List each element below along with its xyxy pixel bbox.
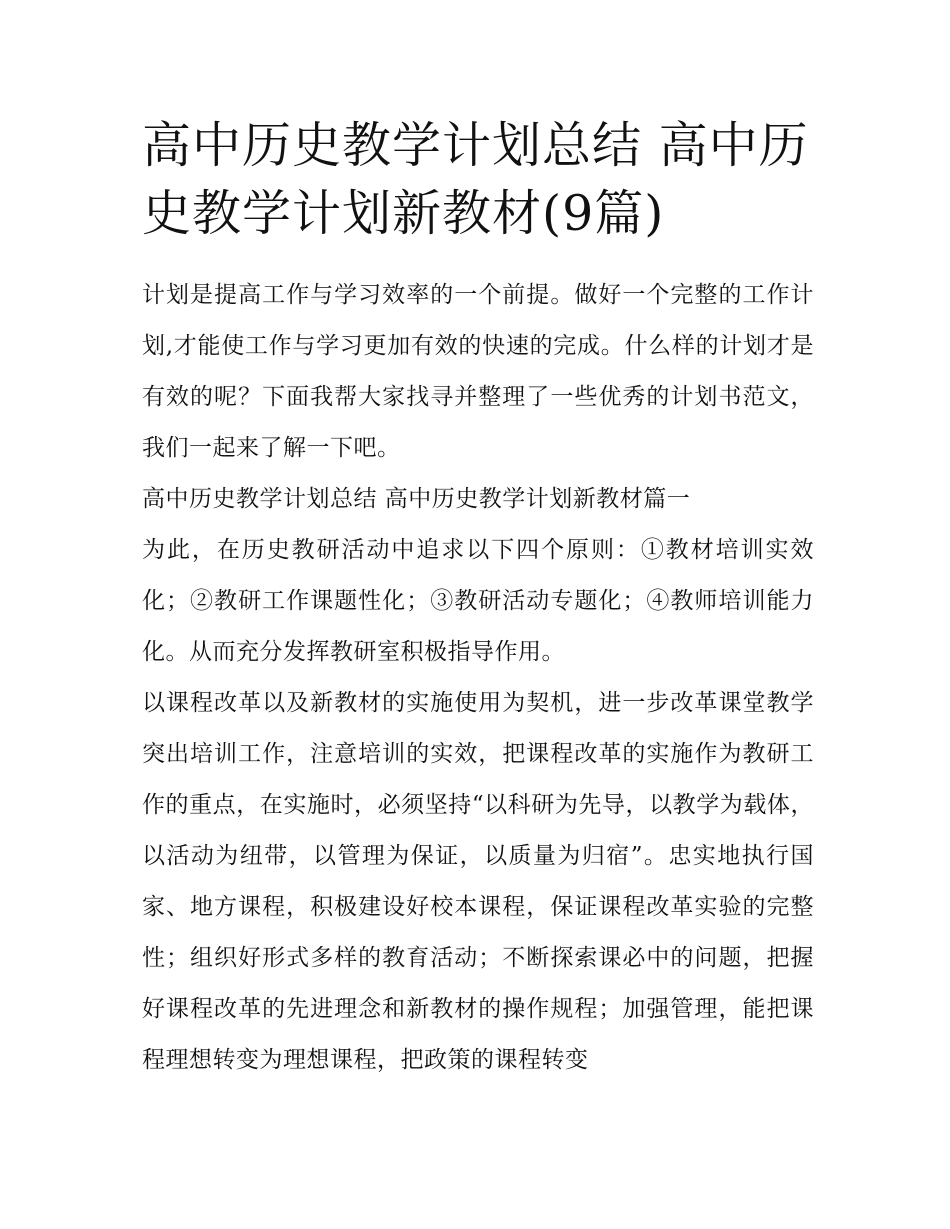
document-title: 高中历史教学计划总结 高中历史教学计划新教材(9篇) [142,117,809,242]
body-paragraph: 以课程改革以及新教材的实施使用为契机，进一步改革课堂教学突出培训工作，注意培训的实效，把课程改革的实施作为教研工作的重点，在实施时，必须坚持“以科研为先导，以教学为载体，以活动为纽带，以管理为保证，以质量为归宿”。忠实地执行国家、地方课程，积极建设好校本课程，保证课程改革实验的完整性；组织好形式多样的教育活动；不断探索课必中的问题，把握好课程改革的先进理念和新教材的操作规程；加强管理，能把课程理想转变为理想课程，把政策的课程转变 [142,690,814,1073]
section-heading: 高中历史教学计划总结 高中历史教学计划新教材篇一 [142,486,691,512]
intro-paragraph: 计划是提高工作与学习效率的一个前提。做好一个完整的工作计划,才能使工作与学习更加有效的快速的完成。什么样的计划才是有效的呢？下面我帮大家找寻并整理了一些优秀的计划书范文，我们一起来了解一下吧。 [142,282,814,461]
body-paragraph: 为此，在历史教研活动中追求以下四个原则：①教材培训实效化；②教研工作课题性化；③教研活动专题化；④教师培训能力化。从而充分发挥教研室积极指导作用。 [142,537,814,665]
document-page [142,112,814,1086]
